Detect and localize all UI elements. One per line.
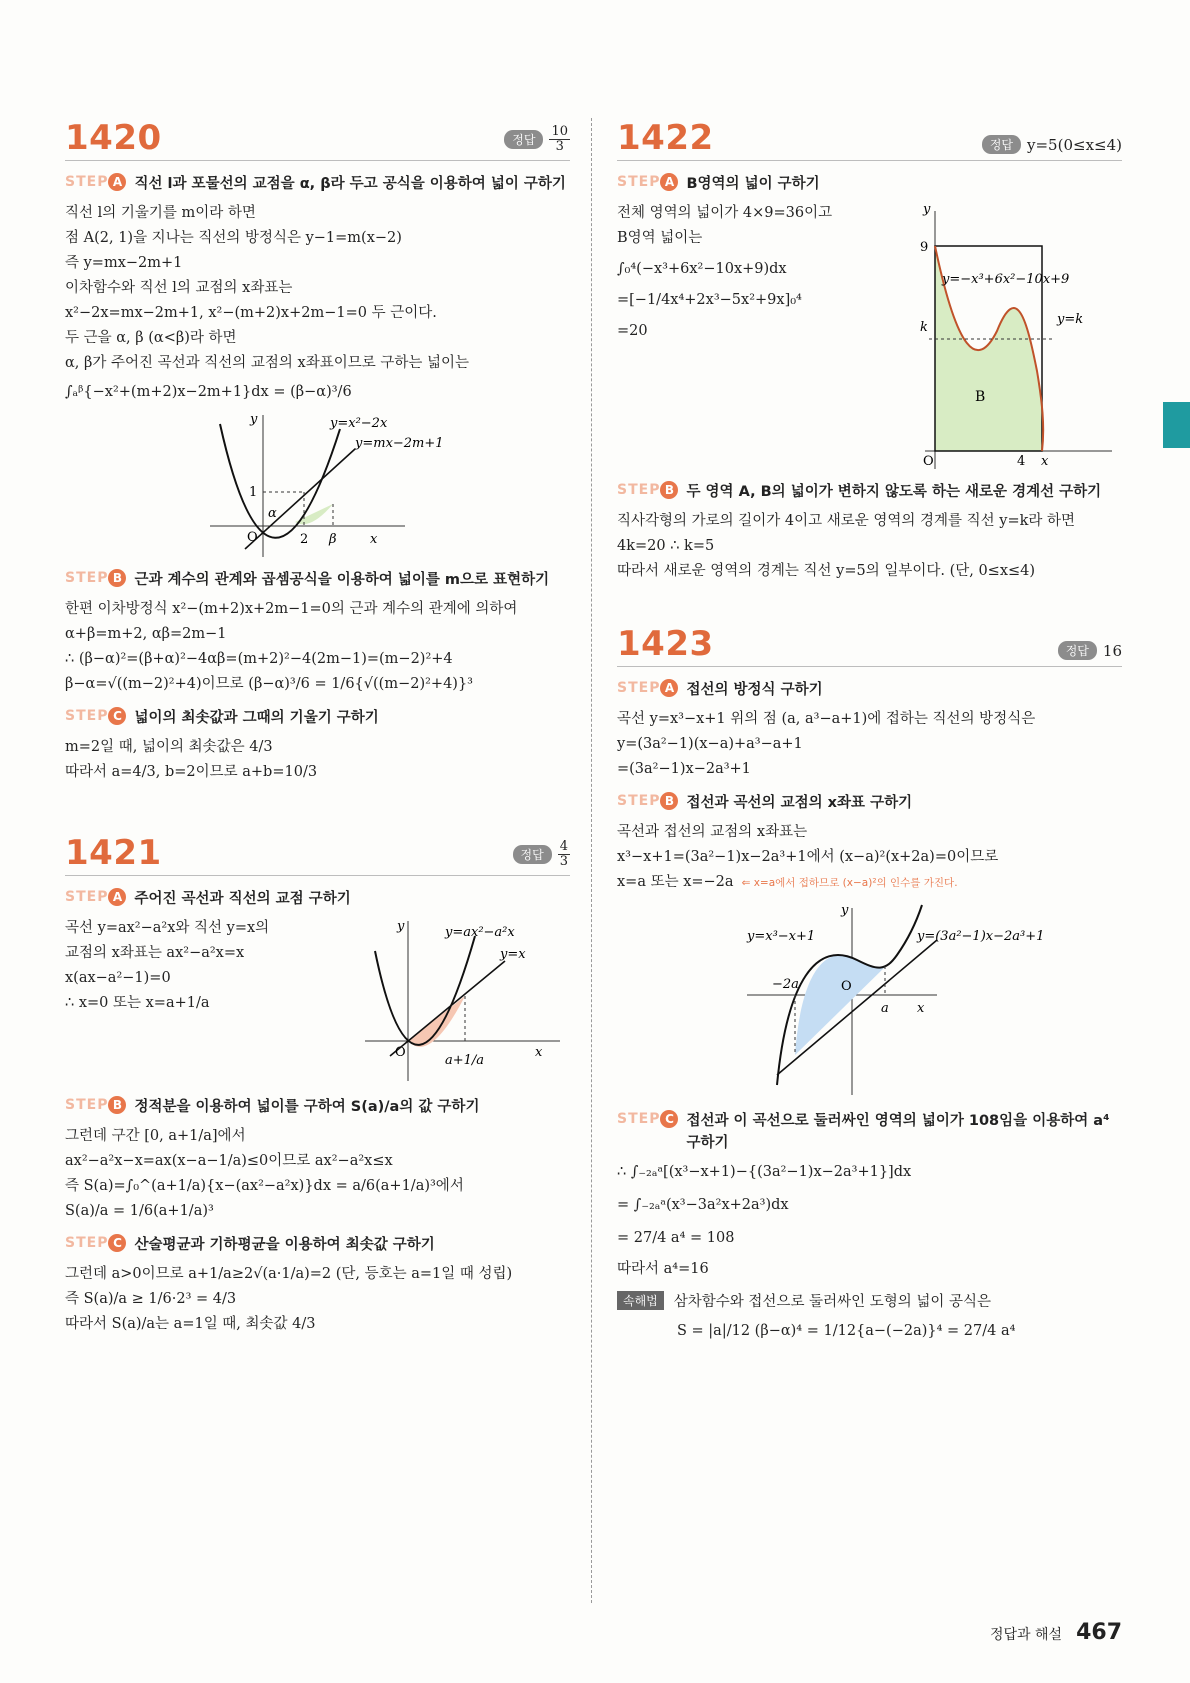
step-c (617, 1110, 1122, 1154)
step-title: 산술평균과 기하평균을 이용하여 최솟값 구하기 (134, 1237, 435, 1253)
tip-box (617, 1290, 1122, 1311)
answer-fraction: $\frac{10}{3}$ (551, 124, 568, 154)
text-line: ax²−a²x−x=ax(x−a−1/a)≤0이므로 ax²−a²x≤x (65, 1153, 393, 1169)
step-title: 두 영역 A, B의 넓이가 변하지 않도록 하는 새로운 경계선 구하기 (686, 484, 1102, 500)
math-line: = 27/4 a⁴ = 108 (617, 1230, 735, 1246)
line-label: y=k (1057, 312, 1084, 327)
answer-badge: 정답 (513, 845, 552, 864)
text-line: 즉 S(a)/a ≥ 1/6·2³ = 4/3 (65, 1291, 237, 1307)
line-label: y=mx−2m+1 (355, 436, 444, 451)
step-a (617, 173, 1122, 195)
step-label: STEP B (65, 569, 126, 587)
step-label: STEP B (617, 481, 678, 499)
text-line: 교점의 x좌표는 ax²−a²x=x (65, 945, 245, 961)
step-a (65, 173, 570, 195)
text-line: 그런데 a>0이므로 a+1/a≥2√(a·1/a)=2 (단, 등호는 a=1일 때 성립) (65, 1266, 513, 1282)
step-label: STEP C (617, 1110, 678, 1128)
math-line: ∫ₐᵝ{−x²+(m+2)x−2m+1}dx = (β−α)³/6 (65, 384, 352, 400)
text-line: 점 A(2, 1)을 지나는 직선의 방정식은 y−1=m(x−2) (65, 230, 402, 246)
text-line: x=a 또는 x=−2a ⇐ x=a에서 접하므로 (x−a)²의 인수를 가진다. (617, 874, 958, 890)
y-label: y (923, 202, 931, 217)
answer-badge: 정답 (982, 135, 1021, 154)
step-title: 접선의 방정식 구하기 (686, 682, 823, 698)
k-label: k (920, 320, 928, 335)
alpha-label: α (268, 506, 277, 521)
problem-1423 (617, 624, 1122, 1344)
step-a (65, 888, 570, 910)
text-line: 따라서 S(a)/a는 a=1일 때, 최솟값 4/3 (65, 1316, 316, 1332)
a-label: a (881, 1001, 889, 1016)
step-label: STEP B (617, 792, 678, 810)
step-title: 근과 계수의 관계와 곱셈공식을 이용하여 넓이를 m으로 표현하기 (134, 572, 550, 588)
line-yx (390, 961, 505, 1056)
x-label: x (535, 1045, 543, 1060)
problem-number: 1422 (617, 118, 714, 158)
text-line: x(ax−a²−1)=0 (65, 970, 171, 986)
text-line: 직선 l의 기울기를 m이라 하면 (65, 205, 256, 221)
answer-badge: 정답 (504, 130, 543, 149)
text-line: 따라서 a⁴=16 (617, 1261, 709, 1277)
answer-badge: 정답 (1058, 641, 1097, 660)
graph-1423 (617, 900, 1122, 1100)
text-line: S(a)/a = 1/6(a+1/a)³ (65, 1203, 214, 1219)
problem-header (617, 624, 1122, 667)
page-number: 467 (1076, 1620, 1123, 1645)
text-line: x²−2x=mx−2m+1, x²−(m+2)x+2m−1=0 두 근이다. (65, 305, 437, 321)
line-label: y=x (500, 947, 526, 962)
step-b (65, 569, 570, 591)
line-label: y=(3a²−1)x−2a³+1 (917, 929, 1045, 944)
math-line: ∫₀⁴(−x³+6x²−10x+9)dx (617, 261, 787, 277)
math-line: =20 (617, 323, 648, 339)
curve-label: y=−x³+6x²−10x+9 (942, 272, 1070, 287)
x-label: x (917, 1001, 925, 1016)
text-line: ∴ (β−α)²=(β+α)²−4αβ=(m+2)²−4(2m−1)=(m−2)²+4 (65, 651, 453, 667)
step-c (65, 1234, 570, 1256)
answer-value: y=5(0≤x≤4) (1027, 135, 1122, 154)
side-note: ⇐ x=a에서 접하므로 (x−a)²의 인수를 가진다. (741, 877, 958, 889)
step-label: STEP C (65, 707, 126, 725)
step-label: STEP C (65, 1234, 126, 1252)
text-line: 4k=20 ∴ k=5 (617, 538, 715, 554)
tick-4: 4 (1017, 454, 1026, 469)
text-line: 곡선과 접선의 교점의 x좌표는 (617, 824, 808, 840)
step-title: 정적분을 이용하여 넓이를 구하여 S(a)/a의 값 구하기 (134, 1099, 480, 1115)
step-title: 넓이의 최솟값과 그때의 기울기 구하기 (134, 710, 379, 726)
x-label: x (1041, 454, 1049, 469)
step-label: STEP A (617, 679, 678, 697)
problem-header (617, 118, 1122, 161)
root-label: a+1/a (445, 1053, 485, 1068)
problem-1421 (65, 833, 570, 1337)
y-label: y (841, 903, 849, 918)
text-line: 따라서 새로운 영역의 경계는 직선 y=5의 일부이다. (단, 0≤x≤4) (617, 563, 1036, 579)
step-c (65, 707, 570, 729)
text-line: y=(3a²−1)(x−a)+a³−a+1 (617, 736, 803, 752)
origin-label: O (247, 530, 258, 545)
text-line: m=2일 때, 넓이의 최솟값은 4/3 (65, 739, 273, 755)
text-line: 즉 S(a)=∫₀^(a+1/a){x−(ax²−a²x)}dx = a/6(a+1/a)³에서 (65, 1178, 464, 1194)
answer (513, 840, 570, 869)
y-label: y (397, 919, 405, 934)
problem-1420 (65, 118, 570, 785)
tip-formula: S = |a|/12 (β−α)⁴ = 1/12{a−(−2a)}⁴ = 27/4 a⁴ (677, 1323, 1016, 1339)
text-line: 그런데 구간 [0, a+1/a]에서 (65, 1128, 246, 1144)
problem-number: 1420 (65, 118, 162, 158)
origin-label: O (923, 454, 934, 469)
region-b-label: B (975, 389, 986, 405)
math-line: ∴ ∫₋₂ₐᵃ[(x³−x+1)−{(3a²−1)x−2a³+1}]dx (617, 1164, 912, 1180)
curve-label: y=x²−2x (330, 416, 388, 431)
graph-1421 (355, 916, 565, 1086)
tip-text: 삼차함수와 접선으로 둘러싸인 도형의 넓이 공식은 (673, 1294, 991, 1310)
step-title: B영역의 넓이 구하기 (686, 176, 820, 192)
footer-label: 정답과 해설 (990, 1627, 1063, 1643)
shaded-region (408, 996, 465, 1047)
step-b (65, 1096, 570, 1118)
text-line: 한편 이차방정식 x²−(m+2)x+2m−1=0의 근과 계수의 관계에 의하여 (65, 601, 518, 617)
origin-label: O (841, 979, 852, 994)
text-line: 전체 영역의 넓이가 4×9=36이고 (617, 205, 833, 221)
curve-label: y=ax²−a²x (445, 925, 515, 940)
side-tab (1163, 402, 1190, 448)
neg-2a-label: −2a (772, 977, 799, 992)
step-a-body (617, 201, 1122, 471)
step-b (617, 792, 1122, 814)
text-line: ∴ x=0 또는 x=a+1/a (65, 995, 210, 1011)
step-b (617, 481, 1122, 503)
step-title: 접선과 곡선의 교점의 x좌표 구하기 (686, 795, 913, 811)
text-line: 곡선 y=ax²−a²x와 직선 y=x의 (65, 920, 270, 936)
answer (504, 125, 570, 154)
text-line: 따라서 a=4/3, b=2이므로 a+b=10/3 (65, 764, 318, 780)
curve-label: y=x³−x+1 (747, 929, 816, 944)
tick-9: 9 (920, 240, 929, 255)
step-label: STEP B (65, 1096, 126, 1114)
beta-label: β (329, 532, 337, 547)
math-line: =[−1/4x⁴+2x³−5x²+9x]₀⁴ (617, 292, 802, 308)
step-title: 주어진 곡선과 직선의 교점 구하기 (134, 891, 351, 907)
left-column (65, 118, 570, 1337)
step-a (617, 679, 1122, 701)
step-a-text (617, 201, 917, 471)
page-footer (990, 1620, 1122, 1645)
graph-1422 (917, 201, 1122, 471)
text-line: =(3a²−1)x−2a³+1 (617, 761, 751, 777)
tip-badge: 속해법 (617, 1291, 664, 1310)
problem-header (65, 118, 570, 161)
origin-label: O (395, 1045, 406, 1060)
math-line: = ∫₋₂ₐᵃ(x³−3a²x+2a³)dx (617, 1197, 789, 1213)
text-line: x³−x+1=(3a²−1)x−2a³+1에서 (x−a)²(x+2a)=0이므로 (617, 849, 999, 865)
step-label: STEP A (65, 173, 126, 191)
parabola (220, 424, 340, 538)
text-line: β−α=√((m−2)²+4)이므로 (β−α)³/6 = 1/6{√((m−2)²+4)}³ (65, 676, 473, 692)
text-line: 직사각형의 가로의 길이가 4이고 새로운 영역의 경계를 직선 y=k라 하면 (617, 513, 1076, 529)
answer (982, 135, 1122, 154)
problem-number: 1421 (65, 833, 162, 873)
text-line: α, β가 주어진 곡선과 직선의 교점의 x좌표이므로 구하는 넓이는 (65, 355, 470, 371)
tick-2: 2 (300, 532, 309, 547)
step-a-body (65, 916, 570, 1086)
right-column (617, 118, 1122, 1344)
x-label: x (370, 532, 378, 547)
tick-1: 1 (249, 485, 258, 500)
y-label: y (250, 412, 258, 427)
problem-number: 1423 (617, 624, 714, 664)
text-line: 곡선 y=x³−x+1 위의 점 (a, a³−a+1)에 접하는 직선의 방정식은 (617, 711, 1036, 727)
answer-fraction: $\frac{4}{3}$ (559, 839, 568, 869)
text-line: α+β=m+2, αβ=2m−1 (65, 626, 227, 642)
text-line: 즉 y=mx−2m+1 (65, 255, 183, 271)
step-title: 접선과 이 곡선으로 둘러싸인 영역의 넓이가 108임을 이용하여 a⁴ 구하기 (686, 1113, 1110, 1151)
text-line: 이차함수와 직선 l의 교점의 x좌표는 (65, 280, 293, 296)
answer-value: 16 (1102, 641, 1122, 660)
step-a-text (65, 916, 355, 1086)
column-divider (591, 118, 592, 1603)
problem-1422 (617, 118, 1122, 584)
step-label: STEP A (65, 888, 126, 906)
graph-1420 (65, 409, 570, 559)
step-label: STEP A (617, 173, 678, 191)
problem-header (65, 833, 570, 876)
step-title: 직선 l과 포물선의 교점을 α, β라 두고 공식을 이용하여 넓이 구하기 (134, 176, 566, 192)
answer (1058, 641, 1122, 660)
text-line: 두 근을 α, β (α<β)라 하면 (65, 330, 237, 346)
text-line: B영역 넓이는 (617, 230, 703, 246)
